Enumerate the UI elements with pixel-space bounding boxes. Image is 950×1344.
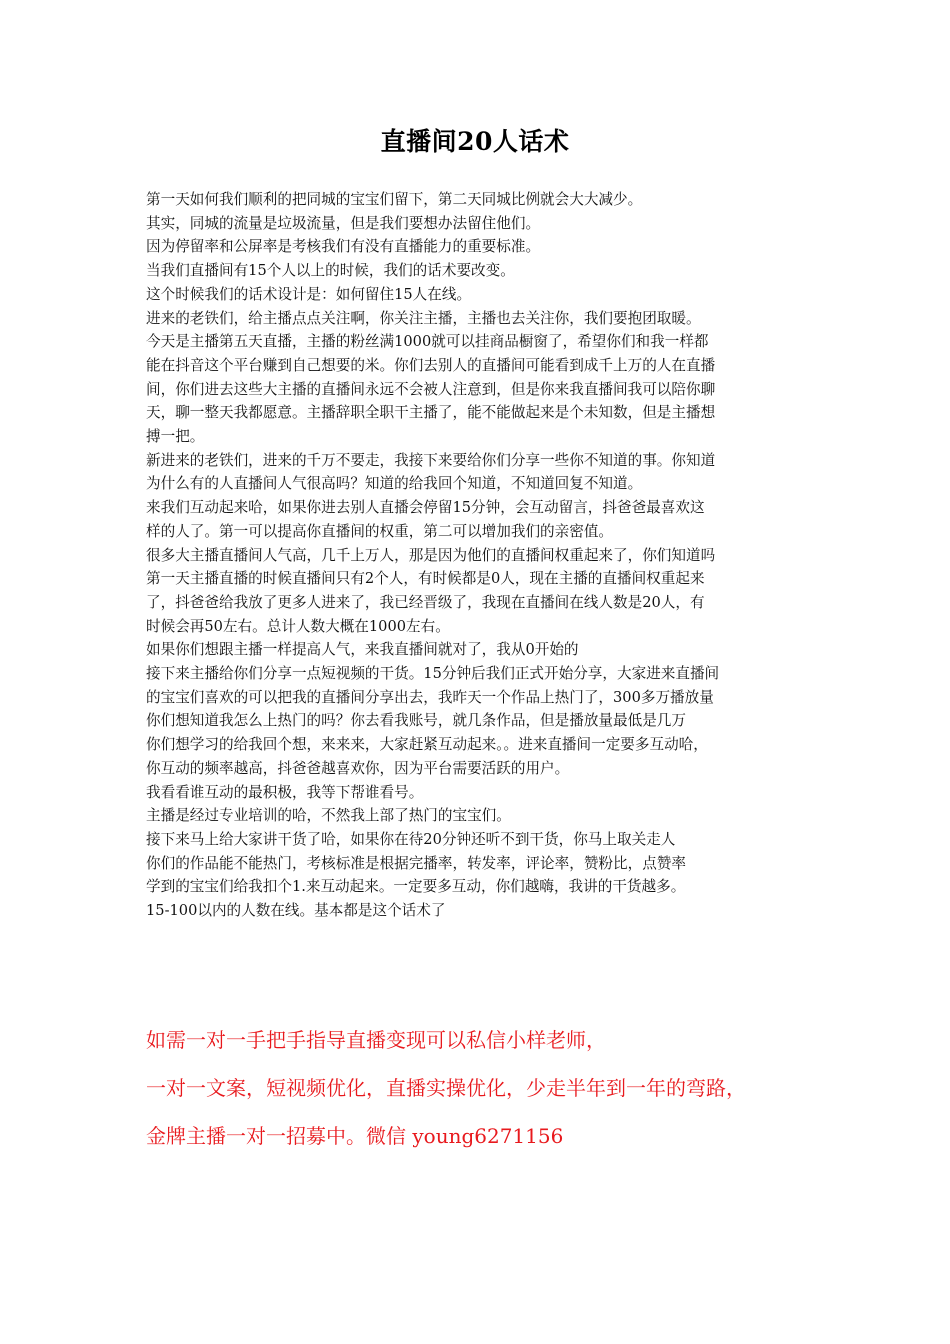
body-line: 今天是主播第五天直播，主播的粉丝满1000就可以挂商品橱窗了，希望你们和我一样都 [146,333,709,351]
body-line: 新进来的老铁们，进来的千万不要走，我接下来要给你们分享一些你不知道的事。你知道 [146,451,716,469]
body-line: 进来的老铁们，给主播点点关注啊，你关注主播，主播也去关注你，我们要抱团取暖。 [146,309,701,327]
body-line: 搏一把。 [146,428,205,446]
promo-line: 如需一对一手把手指导直播变现可以私信小样老师， [146,1028,606,1052]
body-line: 如果你们想跟主播一样提高人气，来我直播间就对了，我从0开始的 [146,641,579,659]
body-line: 你们的作品能不能热门，考核标准是根据完播率，转发率，评论率，赞粉比，点赞率 [146,854,686,872]
body-line: 能在抖音这个平台赚到自己想要的米。你们去别人的直播间可能看到成千上万的人在直播 [146,356,716,374]
body-line: 间，你们进去这些大主播的直播间永远不会被人注意到，但是你来我直播间我可以陪你聊 [146,380,716,398]
body-line: 其实，同城的流量是垃圾流量，但是我们要想办法留住他们。 [146,214,541,232]
body-line: 的宝宝们喜欢的可以把我的直播间分享出去，我昨天一个作品上热门了，300多万播放量 [146,688,714,706]
body-line: 你们想学习的给我回个想，来来来，大家赶紧互动起来。。进来直播间一定要多互动哈， [146,736,708,754]
body-line: 当我们直播间有15个人以上的时候，我们的话术要改变。 [146,262,515,280]
document-body [146,188,826,923]
body-line: 天，聊一整天我都愿意。主播辞职全职干主播了，能不能做起来是个未知数，但是主播想 [146,404,716,422]
document-title: 直播间20人话术 [380,127,570,156]
body-line: 主播是经过专业培训的哈，不然我上部了热门的宝宝们。 [146,807,511,825]
promo-line: 金牌主播一对一招募中。微信 young6271156 [146,1124,564,1148]
body-line: 我看看谁互动的最积极，我等下帮谁看号。 [146,783,424,801]
body-line: 为什么有的人直播间人气很高吗？知道的给我回个知道，不知道回复不知道。 [146,475,643,493]
body-line: 15-100以内的人数在线。基本都是这个话术了 [146,902,446,920]
body-line: 时候会再50左右。总计人数大概在1000左右。 [146,617,450,635]
body-line: 接下来马上给大家讲干货了哈，如果你在待20分钟还听不到干货，你马上取关走人 [146,830,676,848]
body-line: 学到的宝宝们给我扣个1.来互动起来。一定要多互动，你们越嗨，我讲的干货越多。 [146,878,686,896]
body-line: 样的人了。第一可以提高你直播间的权重，第二可以增加我们的亲密值。 [146,522,614,540]
body-line: 你互动的频率越高，抖爸爸越喜欢你，因为平台需要活跃的用户。 [146,759,570,777]
body-line: 来我们互动起来哈，如果你进去别人直播会停留15分钟，会互动留言，抖爸爸最喜欢这 [146,499,705,517]
promo-block [146,1016,846,1160]
body-line: 你们想知道我怎么上热门的吗？你去看我账号，就几条作品，但是播放量最低是几万 [146,712,686,730]
promo-line: 一对一文案，短视频优化，直播实操优化，少走半年到一年的弯路， [146,1076,746,1100]
body-line: 了，抖爸爸给我放了更多人进来了，我已经晋级了，我现在直播间在线人数是20人，有 [146,593,705,611]
body-line: 第一天如何我们顺利的把同城的宝宝们留下，第二天同城比例就会大大减少。 [146,191,643,208]
body-line: 接下来主播给你们分享一点短视频的干货。15分钟后我们正式开始分享，大家进来直播间 [146,665,720,683]
body-line: 第一天主播直播的时候直播间只有2个人，有时候都是0人，现在主播的直播间权重起来 [146,570,705,588]
body-line: 因为停留率和公屏率是考核我们有没有直播能力的重要标准。 [146,238,541,256]
body-line: 很多大主播直播间人气高，几千上万人，那是因为他们的直播间权重起来了，你们知道吗 [146,546,716,564]
body-line: 这个时候我们的话术设计是：如何留住15人在线。 [146,285,472,303]
